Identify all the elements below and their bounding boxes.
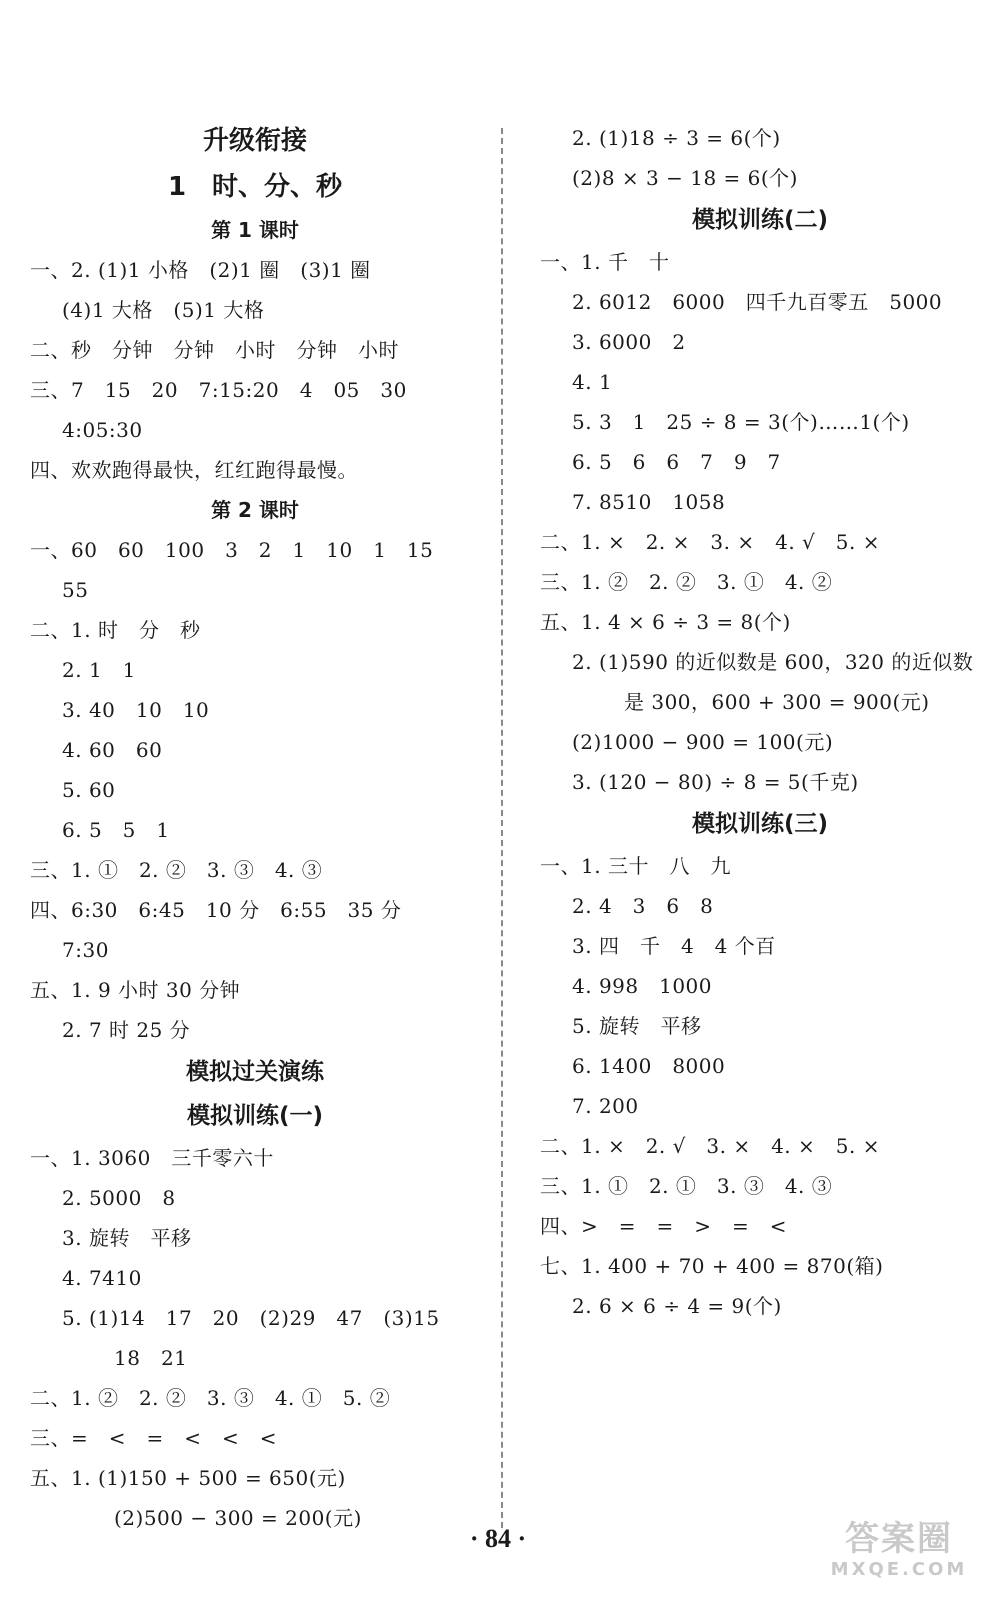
answer-line: 三、1. ① 2. ① 3. ③ 4. ③ — [540, 1174, 833, 1198]
answer-line: 5. (1)14 17 20 (2)29 47 (3)15 — [62, 1306, 440, 1330]
answer-line: 5. 旋转 平移 — [572, 1014, 702, 1038]
train1-heading: 模拟训练(一) — [186, 1103, 324, 1129]
answer-line: 2. 6 × 6 ÷ 4 = 9(个) — [572, 1294, 782, 1318]
answer-line: 4. 60 60 — [62, 738, 163, 762]
watermark-logo — [824, 1519, 974, 1580]
lesson1-heading: 第 1 课时 — [211, 218, 299, 242]
answer-line: 4. 998 1000 — [572, 974, 713, 998]
answer-line: 四、> = = > = < — [540, 1214, 788, 1238]
answer-line: 3. 40 10 10 — [62, 698, 210, 722]
answer-line: 一、1. 三十 八 九 — [540, 854, 731, 878]
answer-line: 7. 200 — [572, 1094, 639, 1118]
answer-line: (4)1 大格 (5)1 大格 — [62, 298, 265, 322]
train2-heading: 模拟训练(二) — [691, 207, 829, 233]
answer-line: 二、1. 时 分 秒 — [30, 618, 201, 642]
answer-line: 2. 1 1 — [62, 658, 136, 682]
lesson2-heading: 第 2 课时 — [211, 498, 299, 522]
answer-line: 2. 5000 8 — [62, 1186, 176, 1210]
answer-line: 2. 7 时 25 分 — [62, 1018, 191, 1042]
answer-line: 四、6:30 6:45 10 分 6:55 35 分 — [30, 898, 402, 922]
answer-line: 6. 5 6 6 7 9 7 — [572, 450, 781, 474]
answer-line: 2. (1)590 的近似数是 600，320 的近似数 — [572, 650, 974, 674]
answer-line: 五、1. 9 小时 30 分钟 — [30, 978, 241, 1002]
answer-line: (2)8 × 3 − 18 = 6(个) — [572, 166, 798, 190]
answer-line: 三、1. ① 2. ② 3. ③ 4. ③ — [30, 858, 323, 882]
left-column — [30, 118, 480, 1538]
answer-line: 是 300，600 + 300 = 900(元) — [624, 690, 930, 714]
answer-line: (2)500 − 300 = 200(元) — [114, 1506, 362, 1530]
watermark-url: MXQE.COM — [830, 1559, 968, 1580]
unit-title: 1 时、分、秒 — [167, 172, 343, 202]
answer-line: 7:30 — [62, 938, 109, 962]
answer-line: 四、欢欢跑得最快，红红跑得最慢。 — [30, 458, 358, 482]
page-number: · 84 · — [469, 1524, 527, 1553]
answer-line: 2. 6012 6000 四千九百零五 5000 — [572, 290, 943, 314]
answer-line: 55 — [62, 578, 89, 602]
answer-line: 5. 3 1 25 ÷ 8 = 3(个)……1(个) — [572, 410, 910, 434]
answer-line: 七、1. 400 + 70 + 400 = 870(箱) — [540, 1254, 884, 1278]
right-column — [540, 118, 980, 1326]
answer-line: 二、1. ② 2. ② 3. ③ 4. ① 5. ② — [30, 1386, 391, 1410]
answer-line: 三、= < = < < < — [30, 1426, 278, 1450]
answer-line: 二、1. × 2. √ 3. × 4. × 5. × — [540, 1134, 880, 1158]
section-title-simulation: 模拟过关演练 — [186, 1059, 324, 1085]
section-title-upgrade: 升级衔接 — [202, 126, 307, 156]
answer-line: 一、1. 3060 三千零六十 — [30, 1146, 274, 1170]
answer-line: 二、1. × 2. × 3. × 4. √ 5. × — [540, 530, 880, 554]
answer-line: 三、1. ② 2. ② 3. ① 4. ② — [540, 570, 833, 594]
answer-line: 3. 旋转 平移 — [62, 1226, 192, 1250]
train3-heading: 模拟训练(三) — [691, 811, 829, 837]
answer-line: 一、1. 千 十 — [540, 250, 670, 274]
answer-line: 一、60 60 100 3 2 1 10 1 15 — [30, 538, 434, 562]
watermark-text: 答案圈 — [845, 1519, 953, 1559]
answer-line: 二、秒 分钟 分钟 小时 分钟 小时 — [30, 338, 399, 362]
answer-line: 7. 8510 1058 — [572, 490, 726, 514]
answer-line: 3. 6000 2 — [572, 330, 686, 354]
answer-line: 3. 四 千 4 4 个百 — [572, 934, 776, 958]
answer-line: 五、1. (1)150 + 500 = 650(元) — [30, 1466, 346, 1490]
answer-line: 2. (1)18 ÷ 3 = 6(个) — [572, 126, 781, 150]
answer-line: 3. (120 − 80) ÷ 8 = 5(千克) — [572, 770, 859, 794]
answer-line: 4. 7410 — [62, 1266, 142, 1290]
answer-line: 一、2. (1)1 小格 (2)1 圈 (3)1 圈 — [30, 258, 371, 282]
answer-line: 4. 1 — [572, 370, 613, 394]
answer-line: 2. 4 3 6 8 — [572, 894, 714, 918]
answer-line: 18 21 — [114, 1346, 188, 1370]
answer-line: 4:05:30 — [62, 418, 143, 442]
answer-line: 5. 60 — [62, 778, 116, 802]
answer-line: 五、1. 4 × 6 ÷ 3 = 8(个) — [540, 610, 791, 634]
column-divider — [501, 128, 503, 1528]
answer-line: (2)1000 − 900 = 100(元) — [572, 730, 834, 754]
answer-line: 6. 5 5 1 — [62, 818, 170, 842]
answer-line: 三、7 15 20 7:15:20 4 05 30 — [30, 378, 407, 402]
answer-line: 6. 1400 8000 — [572, 1054, 726, 1078]
